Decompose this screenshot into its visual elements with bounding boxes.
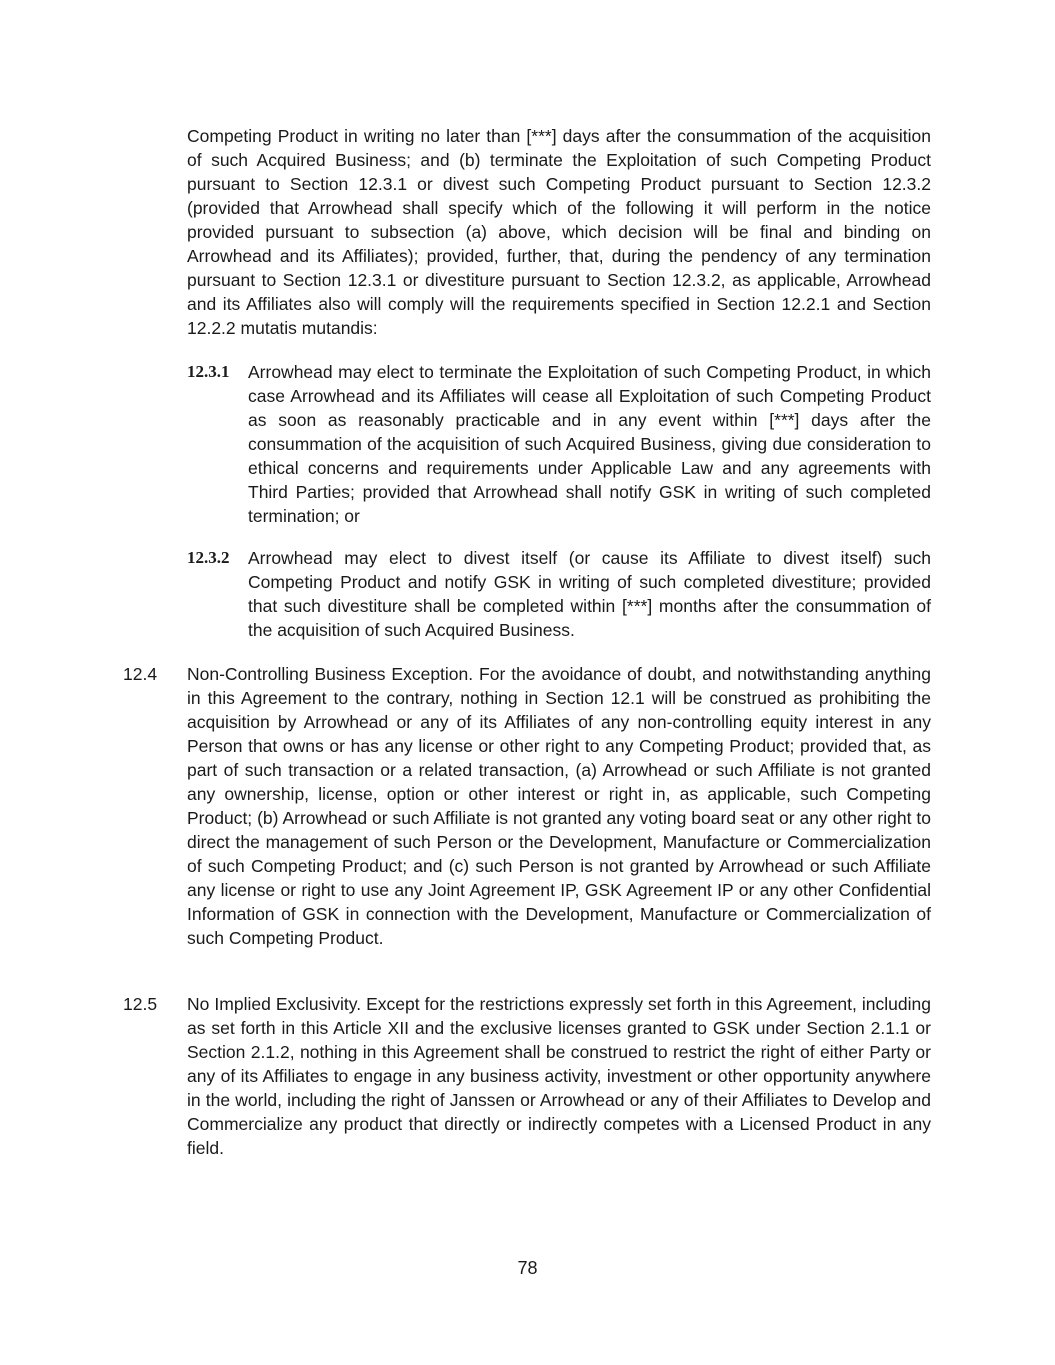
section-text: Non-Controlling Business Exception. For the avoidance of doubt, and notwithstanding anything in this Agreement to the contrary, nothing in Section 12.1 will be construed as prohibiting the acquisition by Arrowhead or any of its Affiliates of any non-controlling equity interest in any Person that owns or has any license or other right to any Competing Product; provided that, as part of such transaction or a related transaction, (a) Arrowhead or such Affiliate is not granted any ownership, license, option or other interest or right in, as applicable, such Competing Product; (b) Arrowhead or such Affiliate is not granted any voting board seat or any other right to direct the management of such Person or the Development, Manufacture or Commercialization of such Competing Product; and (c) such Person is not granted by Arrowhead or such Affiliate any license or right to use any Joint Agreement IP, GSK Agreement IP or any other Confidential Information of GSK in connection with the Development, Manufacture or Commercialization of such Competing Product.	[187, 664, 931, 948]
section-text: No Implied Exclusivity. Except for the restrictions expressly set forth in this Agreement, including as set forth in this Article XII and the exclusive licenses granted to GSK under Section 2.1.1 or Section 2.1.2, nothing in this Agreement shall be construed to restrict the right of either Party or any of its Affiliates to engage in any business activity, investment or other opportunity anywhere in the world, including the right of Janssen or Arrowhead or any of their Affiliates to Develop and Commercialize any product that directly or indirectly competes with a Licensed Product in any field.	[187, 994, 931, 1158]
subsection-number: 12.3.2	[187, 548, 230, 567]
subsection-text: Arrowhead may elect to divest itself (or cause its Affiliate to divest itself) such Competing Product and notify GSK in writing of such completed divestiture; provided that such divestiture shall be completed within [***] months after the consummation of the acquisition of such Acquired Business.	[248, 548, 931, 640]
subsection-number: 12.3.1	[187, 362, 230, 381]
continuation-paragraph: Competing Product in writing no later than [***] days after the consummation of the acquisition of such Acquired Business; and (b) terminate the Exploitation of such Competing Product pursuant to Section 12.3.1 or divest such Competing Product pursuant to Section 12.3.2 (provided that Arrowhead shall specify which of the following it will perform in the notice provided pursuant to subsection (a) above, which decision will be final and binding on Arrowhead and its Affiliates); provided, further, that, during the pendency of any termination pursuant to Section 12.3.1 or divestiture pursuant to Section 12.3.2, as applicable, Arrowhead and its Affiliates also will comply will the requirements specified in Section 12.2.1 and Section 12.2.2 mutatis mutandis:	[187, 126, 931, 338]
section-number: 12.4	[123, 664, 158, 684]
page-number: 78	[517, 1258, 538, 1278]
subsection-text: Arrowhead may elect to terminate the Exploitation of such Competing Product, in which case Arrowhead and its Affiliates will cease all Exploitation of such Competing Product as soon as reasonably practicable and in any event within [***] days after the consummation of the acquisition of such Acquired Business, giving due consideration to ethical concerns and requirements under Applicable Law and any agreements with Third Parties; provided that Arrowhead shall notify GSK in writing of such completed termination; or	[248, 362, 931, 526]
section-number: 12.5	[123, 994, 158, 1014]
